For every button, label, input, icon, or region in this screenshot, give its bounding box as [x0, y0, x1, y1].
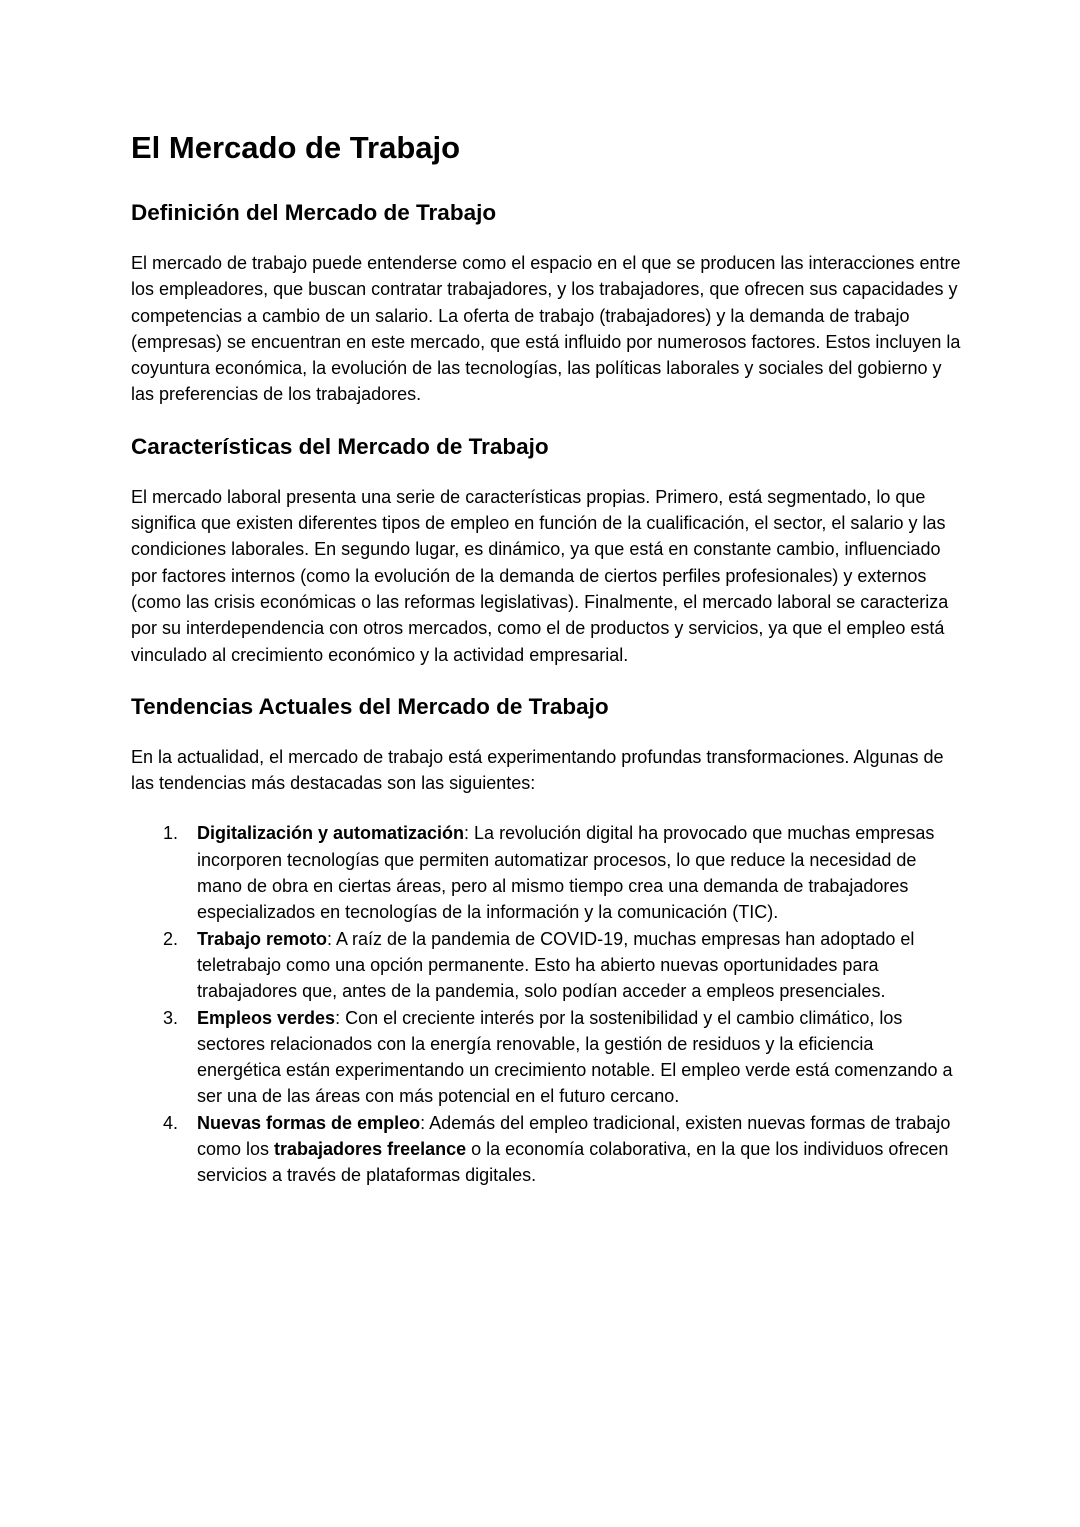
list-item	[131, 1005, 961, 1110]
section-body-caracteristicas: El mercado laboral presenta una serie de características propias. Primero, está segmentado, lo que significa que existen diferentes tipos de empleo en función de la cualificación, el sector, el salario y las condiciones laborales. En segundo lugar, es dinámico, ya que está en constante cambio, influenciado por factores internos (como la evolución de la demanda de ciertos perfiles profesionales) y externos (como las crisis económicas o las reformas legislativas). Finalmente, el mercado laboral se caracteriza por su interdependencia con otros mercados, como el de productos y servicios, ya que el empleo está vinculado al crecimiento económico y la actividad empresarial.	[131, 486, 949, 665]
list-item	[131, 926, 961, 1005]
list-number: 3.	[163, 1007, 179, 1028]
list-item-text: : Con el creciente interés por la sostenibilidad y el cambio climático, los sectores relacionados con la energía renovable, la gestión de residuos y la eficiencia energética están experimentando un crecimiento notable. El empleo verde está comenzando a ser una de las áreas con más potencial en el futuro cercano.	[197, 1007, 953, 1107]
section-heading-caracteristicas: Características del Mercado de Trabajo	[131, 433, 549, 459]
list-item-term: Empleos verdes	[197, 1007, 336, 1028]
section-body-tendencias: En la actualidad, el mercado de trabajo está experimentando profundas transformaciones. Algunas de las tendencias más destacadas son las siguientes:	[131, 746, 944, 794]
section-heading-definicion: Definición del Mercado de Trabajo	[131, 200, 497, 225]
list-item-text: : Además del empleo tradicional, existen nuevas formas de trabajo como los	[197, 1112, 951, 1160]
list-item-term: Nuevas formas de empleo	[197, 1112, 421, 1133]
list-item-text: o la economía colaborativa, en la que los individuos ofrecen servicios a través de plataformas digitales.	[197, 1139, 949, 1186]
list-number: 4.	[163, 1112, 179, 1133]
list-item	[131, 1110, 961, 1189]
list-item-term: Trabajo remoto	[197, 928, 328, 949]
list-number: 2.	[163, 928, 179, 949]
list-item-term: Digitalización y automatización	[197, 823, 465, 844]
list-item-text: : A raíz de la pandemia de COVID-19, muchas empresas han adoptado el teletrabajo como una opción permanente. Esto ha abierto nuevas oportunidades para trabajadores que, antes de la pandemia, solo podían acceder a empleos presenciales.	[197, 928, 915, 1002]
list-number: 1.	[163, 823, 179, 844]
section-body-definicion: El mercado de trabajo puede entenderse como el espacio en el que se producen las interacciones entre los empleadores, que buscan contratar trabajadores, y los trabajadores, que ofrecen sus capacidades y competencias a cambio de un salario. La oferta de trabajo (trabajadores) y la demanda de trabajo (empresas) se encuentran en este mercado, que está influido por numerosos factores. Estos incluyen la coyuntura económica, la evolución de las tecnologías, las políticas laborales y sociales del gobierno y las preferencias de los trabajadores.	[131, 253, 961, 405]
list-item	[131, 820, 961, 925]
document-page	[131, 126, 961, 1189]
document-title: El Mercado de Trabajo	[131, 130, 461, 165]
section-heading-tendencias: Tendencias Actuales del Mercado de Trabajo	[131, 693, 609, 719]
trends-list	[131, 820, 961, 1188]
list-item-emphasis: trabajadores freelance	[274, 1139, 467, 1160]
list-item-text: : La revolución digital ha provocado que muchas empresas incorporen tecnologías que permiten automatizar procesos, lo que reduce la necesidad de mano de obra en ciertas áreas, pero al mismo tiempo crea una demanda de trabajadores especializados en tecnologías de la información y la comunicación (TIC).	[197, 823, 935, 923]
